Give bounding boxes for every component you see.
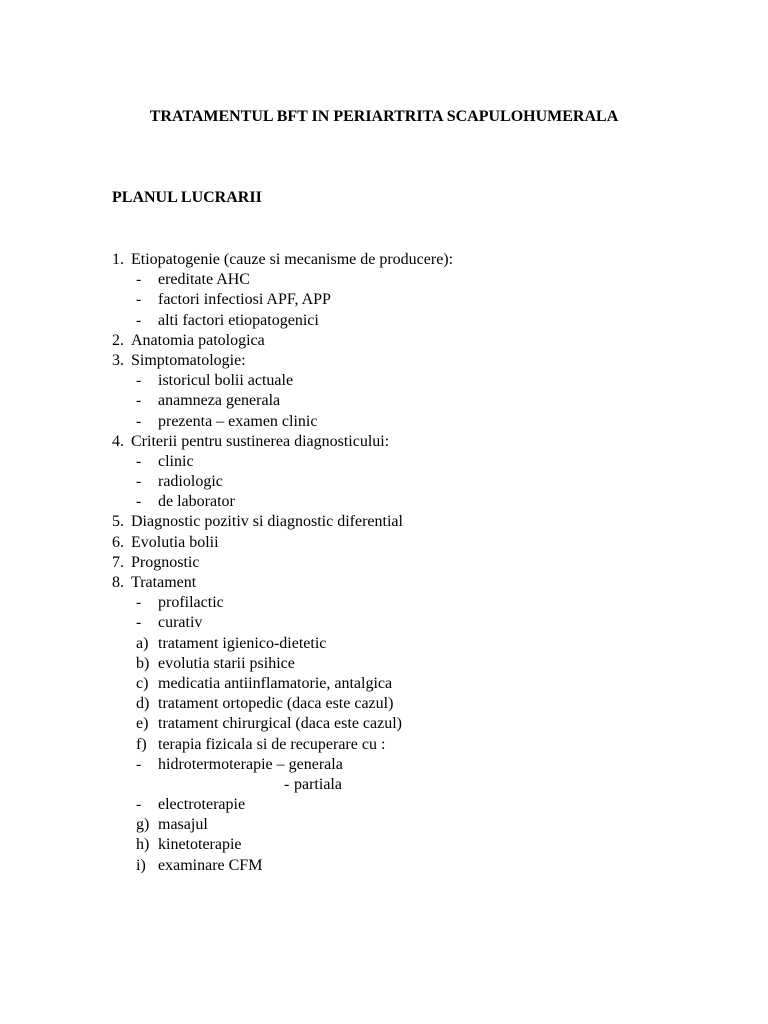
list-item-text: clinic	[158, 452, 194, 470]
outline-subitem	[0, 290, 768, 310]
outline-subitem	[0, 613, 768, 633]
list-item-text: alti factori etiopatogenici	[158, 311, 319, 329]
list-item-text: istoricul bolii actuale	[158, 372, 294, 390]
outline-item	[0, 573, 768, 593]
outline-item	[0, 250, 768, 270]
outline-item	[0, 432, 768, 452]
list-item-text: tratament ortopedic (daca este cazul)	[158, 695, 394, 713]
outline-subitem	[0, 371, 768, 391]
list-marker: -	[136, 473, 142, 491]
list-item-text: tratament igienico-dietetic	[158, 634, 327, 652]
list-marker: -	[136, 412, 142, 430]
list-item-text: Prognostic	[131, 553, 200, 571]
list-marker: h)	[136, 836, 150, 854]
list-marker: f)	[136, 735, 147, 753]
list-marker: c)	[136, 674, 149, 692]
list-marker: i)	[136, 856, 146, 874]
list-marker: -	[136, 291, 142, 309]
outline-subitem	[0, 412, 768, 432]
list-marker: -	[136, 594, 142, 612]
outline-subitem	[0, 452, 768, 472]
list-item-text: electroterapie	[158, 796, 246, 814]
outline-item	[0, 512, 768, 532]
list-item-text: prezenta – examen clinic	[158, 412, 318, 430]
outline-subitem	[0, 856, 768, 876]
list-marker: -	[136, 372, 142, 390]
list-marker: a)	[136, 634, 149, 652]
outline-subitem	[0, 735, 768, 755]
list-item-text: factori infectiosi APF, APP	[158, 291, 331, 309]
list-item-text: kinetoterapie	[158, 836, 242, 854]
outline-subitem	[0, 775, 768, 795]
list-item-text: evolutia starii psihice	[158, 654, 295, 672]
outline-subitem	[0, 634, 768, 654]
list-marker: -	[136, 311, 142, 329]
list-marker: 7.	[112, 553, 124, 571]
list-marker: b)	[136, 654, 150, 672]
outline-subitem	[0, 815, 768, 835]
outline-subitem	[0, 492, 768, 512]
list-item-text: tratament chirurgical (daca este cazul)	[158, 715, 403, 733]
list-item-text: profilactic	[158, 594, 224, 612]
list-marker: e)	[136, 715, 149, 733]
list-item-text: anamneza generala	[158, 392, 281, 410]
outline-item	[0, 553, 768, 573]
list-marker: d)	[136, 695, 150, 713]
list-item-text: partiala	[294, 775, 342, 793]
outline-subitem	[0, 795, 768, 815]
list-item-text: examinare CFM	[158, 856, 263, 874]
list-marker: -	[136, 452, 142, 470]
list-item-text: Anatomia patologica	[131, 331, 265, 349]
list-marker: -	[136, 796, 142, 814]
list-marker: -	[136, 614, 142, 632]
list-item-text: hidrotermoterapie – generala	[158, 755, 343, 773]
outline-item	[0, 351, 768, 371]
outline-subitem	[0, 270, 768, 290]
list-marker: g)	[136, 816, 150, 834]
list-marker: -	[136, 755, 142, 773]
outline-subitem	[0, 694, 768, 714]
list-item-text: de laborator	[158, 493, 235, 511]
outline-subitem	[0, 472, 768, 492]
outline-subitem	[0, 674, 768, 694]
outline-subitem	[0, 311, 768, 331]
list-marker: 3.	[112, 351, 124, 369]
outline-subitem	[0, 755, 768, 775]
outline-item	[0, 533, 768, 553]
list-marker: -	[284, 775, 290, 793]
outline-subitem	[0, 593, 768, 613]
outline-subitem	[0, 654, 768, 674]
list-marker: 6.	[112, 533, 124, 551]
document-title: TRATAMENTUL BFT IN PERIARTRITA SCAPULOHUMERALA	[149, 108, 619, 125]
outline-subitem	[0, 714, 768, 734]
list-marker: 8.	[112, 574, 124, 591]
list-item-text: masajul	[158, 816, 208, 834]
list-item-text: Etiopatogenie (cauze si mecanisme de producere):	[131, 251, 454, 268]
list-item-text: Evolutia bolii	[131, 533, 219, 551]
list-item-text: curativ	[158, 614, 203, 632]
list-item-text: terapia fizicala si de recuperare cu :	[158, 735, 386, 753]
outline-subitem	[0, 835, 768, 855]
section-heading: PLANUL LUCRARII	[112, 189, 262, 206]
list-marker: -	[136, 271, 142, 289]
list-item-text: Criterii pentru sustinerea diagnosticului:	[131, 432, 390, 450]
list-item-text: Diagnostic pozitiv si diagnostic diferential	[131, 513, 403, 531]
outline-subitem	[0, 391, 768, 411]
list-marker: 5.	[112, 513, 124, 531]
list-item-text: Tratament	[131, 574, 197, 591]
list-marker: -	[136, 392, 142, 410]
outline-item	[0, 331, 768, 351]
list-marker: 1.	[112, 251, 124, 268]
list-marker: 4.	[112, 432, 124, 450]
list-marker: 2.	[112, 331, 124, 349]
list-item-text: medicatia antiinflamatorie, antalgica	[158, 674, 393, 692]
outline-list	[0, 250, 768, 876]
list-item-text: ereditate AHC	[158, 271, 250, 289]
list-item-text: radiologic	[158, 473, 223, 491]
list-item-text: Simptomatologie:	[131, 351, 246, 369]
list-marker: -	[136, 493, 142, 511]
